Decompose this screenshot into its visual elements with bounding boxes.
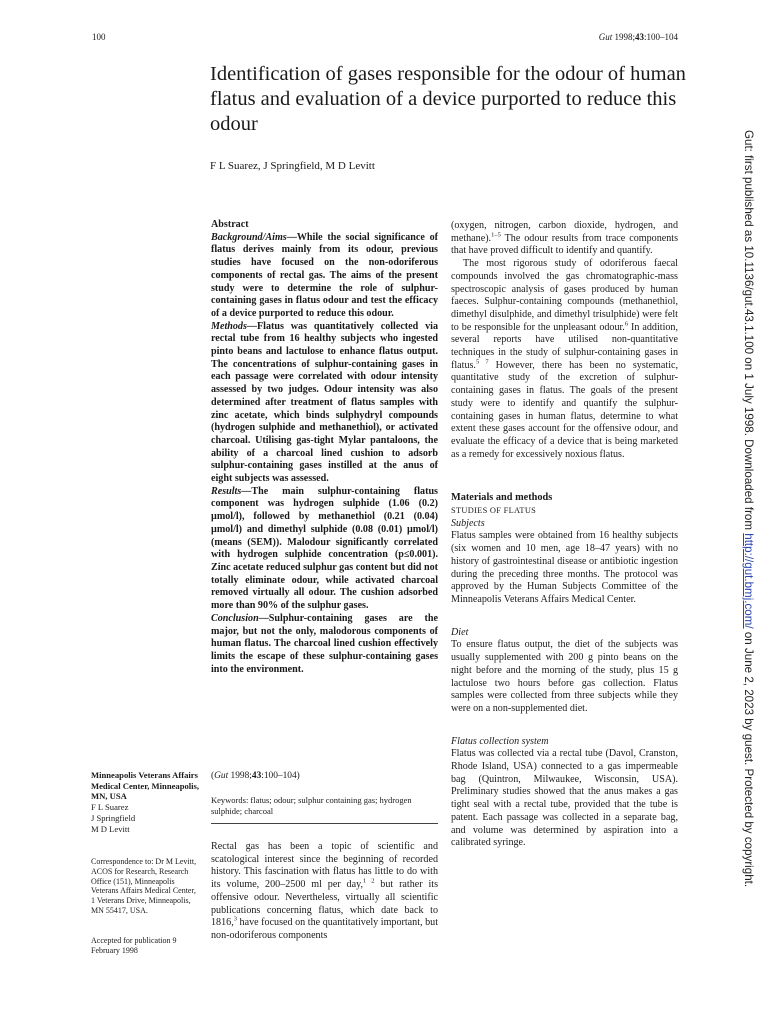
keywords: Keywords: flatus; odour; sulphur containing gas; hydrogen sulphide; charcoal: [211, 795, 412, 816]
continuation-text-1: (oxygen, nitrogen, carbon dioxide, hydrogen, and methane).: [451, 220, 678, 244]
methods-text: —Flatus was quantitatively collected via rectal tube from 16 healthy subjects who ingested pinto beans and lactulose to enhance flatus output. The concentrations of sulphur-containing gases in each passage were correlated with odour intensity assessed by two judges. Odour intensity was also determined after treatment of flatus samples with zinc acetate, which binds sulphydryl compounds (hydrogen sulphide and methanethiol), or activated charcoal. Utilising gas-tight Mylar pantaloons, the ability of a charcoal lined cushion to adsorb sulphur-containing gases instilled at the anus of eight subjects was assessed.: [211, 320, 438, 485]
subheading-subjects: Subjects: [451, 517, 485, 529]
citation-journal: Gut: [214, 771, 229, 781]
subsection-heading-studies: STUDIES OF FLATUS: [451, 506, 537, 516]
affiliation: Minneapolis Veterans Affairs Medical Center, Minneapolis, MN, USA: [91, 770, 200, 802]
section-heading-materials-methods: Materials and methods: [451, 492, 553, 504]
abstract-heading: Abstract: [211, 219, 249, 230]
author-list: F L Suarez, J Springfield, M D Levitt: [210, 160, 375, 172]
aims-text: —While the social significance of flatus derives mainly from its odour, previous studies have focused on the non-odoriferous components of rectal gas. The aims of the present study were to determine the role of sulphur-containing gases in flatus odour and test the efficacy of a device purported to reduce this odour.: [211, 231, 438, 319]
results-label: Results: [211, 485, 242, 497]
watermark-text-2: on June 2, 2023 by guest. Protected by copyright.: [742, 628, 755, 888]
intro-text-3: have focused on the quantitatively important, but non-odoriferous components: [211, 917, 438, 941]
abstract-results: [211, 486, 438, 613]
reference-marker: 5 7: [475, 358, 489, 366]
continuation-text-2: The odour results from trace components that have proved difficult to identify and quantify.: [451, 232, 678, 257]
journal-pages: :100–104: [643, 32, 678, 42]
author-affiliations: [91, 770, 201, 834]
journal-link[interactable]: http://gut.bmj.com/: [742, 533, 755, 629]
collection-paragraph: Flatus was collected via a rectal tube (Davol, Cranston, Rhode Island, USA) connected to a gas impermeable bag (Quintron, Milwaukee, Wisconsin, USA). Preliminary studies showed that the anus makes a gas tight seal with a rectal tube, provided that the tube is patent. Each passage was collected in a separate bag, and volume was determined by aspiration into a calibrated syringe.: [451, 748, 678, 849]
right-column: [451, 220, 678, 850]
abstract-aims: [211, 232, 438, 321]
journal-volume: 43: [634, 32, 644, 42]
reference-marker: 1–5: [491, 231, 501, 239]
page-number: 100: [92, 32, 106, 42]
paragraph-2-text-1: The most rigorous study of odoriferous faecal compounds involved the gas chromatographic-mass spectroscopic analysis of gases produced by human faeces. Sulphur-containing compounds (methanethiol, dimethyl disulphide, and dimethyl trisulphide) were felt to be responsible for the unpleasant odour.: [451, 258, 678, 333]
introduction-paragraph: [211, 841, 438, 943]
abstract: [211, 219, 438, 676]
conclusion-text: —Sulphur-containing gases are the major, but not the only, malodorous components of human flatus. The charcoal lined cushion effectively limits the escape of these sulphur-containing gases into the environment.: [211, 612, 438, 675]
conclusion-label: Conclusion: [211, 612, 259, 624]
subjects-paragraph: Flatus samples were obtained from 16 healthy subjects (six women and 10 men, age 18–47 years) with no history of gastrointestinal disease or antibiotic ingestion during the preceding three months. The protocol was approved by the Human Subjects Committee of the Minneapolis Veterans Affairs Medical Center.: [451, 530, 678, 605]
reference-marker: 3: [233, 915, 237, 923]
intro-text-2: but rather its offensive odour. Nevertheless, virtually all scientific publications concerning flatus, which date back to 1816,: [211, 879, 438, 929]
correspondence: Correspondence to: Dr M Levitt, ACOS for Research, Research Office (151), Minneapolis Veterans Affairs Medical Center, 1 Veterans Drive, Minneapolis, MN 55417, USA.: [91, 857, 197, 915]
reference-marker: 6: [624, 320, 629, 328]
abstract-citation: [211, 771, 438, 781]
citation-open: (: [211, 771, 215, 781]
subheading-diet: Diet: [451, 626, 469, 638]
paragraph-2-text-3: However, there has been no systematic, quantitative study of the excretion of sulphur-containing gases in flatus. The goals of the present study were to identify and quantify the sulphur-containing gases in human flatus, determine to what extent these gases account for the offensive odour, and evaluate the efficacy of a device that is being marketed as a remedy for excessively noxious flatus.: [451, 359, 678, 460]
abstract-conclusion: [211, 613, 438, 677]
journal-reference: [599, 32, 678, 42]
sidebar-author: M D Levitt: [91, 823, 130, 834]
sidebar-author: J Springfield: [91, 812, 136, 823]
journal-year: 1998;: [612, 32, 635, 42]
abstract-methods: [211, 321, 438, 486]
paragraph-2-text-2: In addition, several reports have utilised non-quantitative techniques in the study of sulphur-containing gases in flatus.: [451, 321, 678, 371]
citation-year: 1998;: [228, 771, 252, 781]
watermark-text-1: Gut: first published as 10.1136/gut.43.1.100 on 1 July 1998. Downloaded from: [742, 130, 755, 534]
accepted-date: Accepted for publication 9 February 1998: [91, 936, 177, 955]
aims-label: Background/Aims: [211, 231, 287, 243]
diet-paragraph: To ensure flatus output, the diet of the subjects was usually supplemented with 200 g pinto beans on the night before and the morning of the study, plus 15 g lactulose two hours before gas collection. Flatus samples were collected from three subjects while they were on a non-supplemented diet.: [451, 639, 678, 714]
subheading-flatus-collection: Flatus collection system: [451, 735, 549, 747]
journal-name: Gut: [598, 32, 613, 42]
reference-marker: 1 2: [362, 877, 375, 885]
results-text: —The main sulphur-containing flatus component was hydrogen sulphide (1.06 (0.2) µmol/l), followed by methanethiol (0.21 (0.04) µmol/l) and dimethyl sulphide (0.08 (0.01) µmol/l) (means (SEM)). Malodour significantly correlated with hydrogen sulphide concentration (p≤0.001). Zinc acetate reduced sulphur gas content but did not totally eliminate odour, while activated charcoal removed virtually all odour. The cushion adsorbed more than 90% of the sulphur gases.: [211, 485, 438, 612]
methods-label: Methods: [211, 320, 247, 332]
intro-continuation: [451, 220, 678, 258]
article-title: Identification of gases responsible for the odour of human flatus and evaluation of a device purported to reduce this odour: [210, 63, 686, 135]
intro-paragraph-2: [451, 258, 678, 461]
keywords-divider: [211, 823, 438, 824]
download-watermark: [740, 130, 756, 890]
citation-pages: :100–104): [261, 771, 300, 781]
citation-volume: 43: [251, 771, 262, 781]
intro-text-1: Rectal gas has been a topic of scientific and scatological interest since the beginning of recorded history. This fascination with flatus has little to do with its volume, 200–2500 ml per day,: [211, 841, 438, 891]
sidebar-author: F L Suarez: [91, 802, 129, 813]
